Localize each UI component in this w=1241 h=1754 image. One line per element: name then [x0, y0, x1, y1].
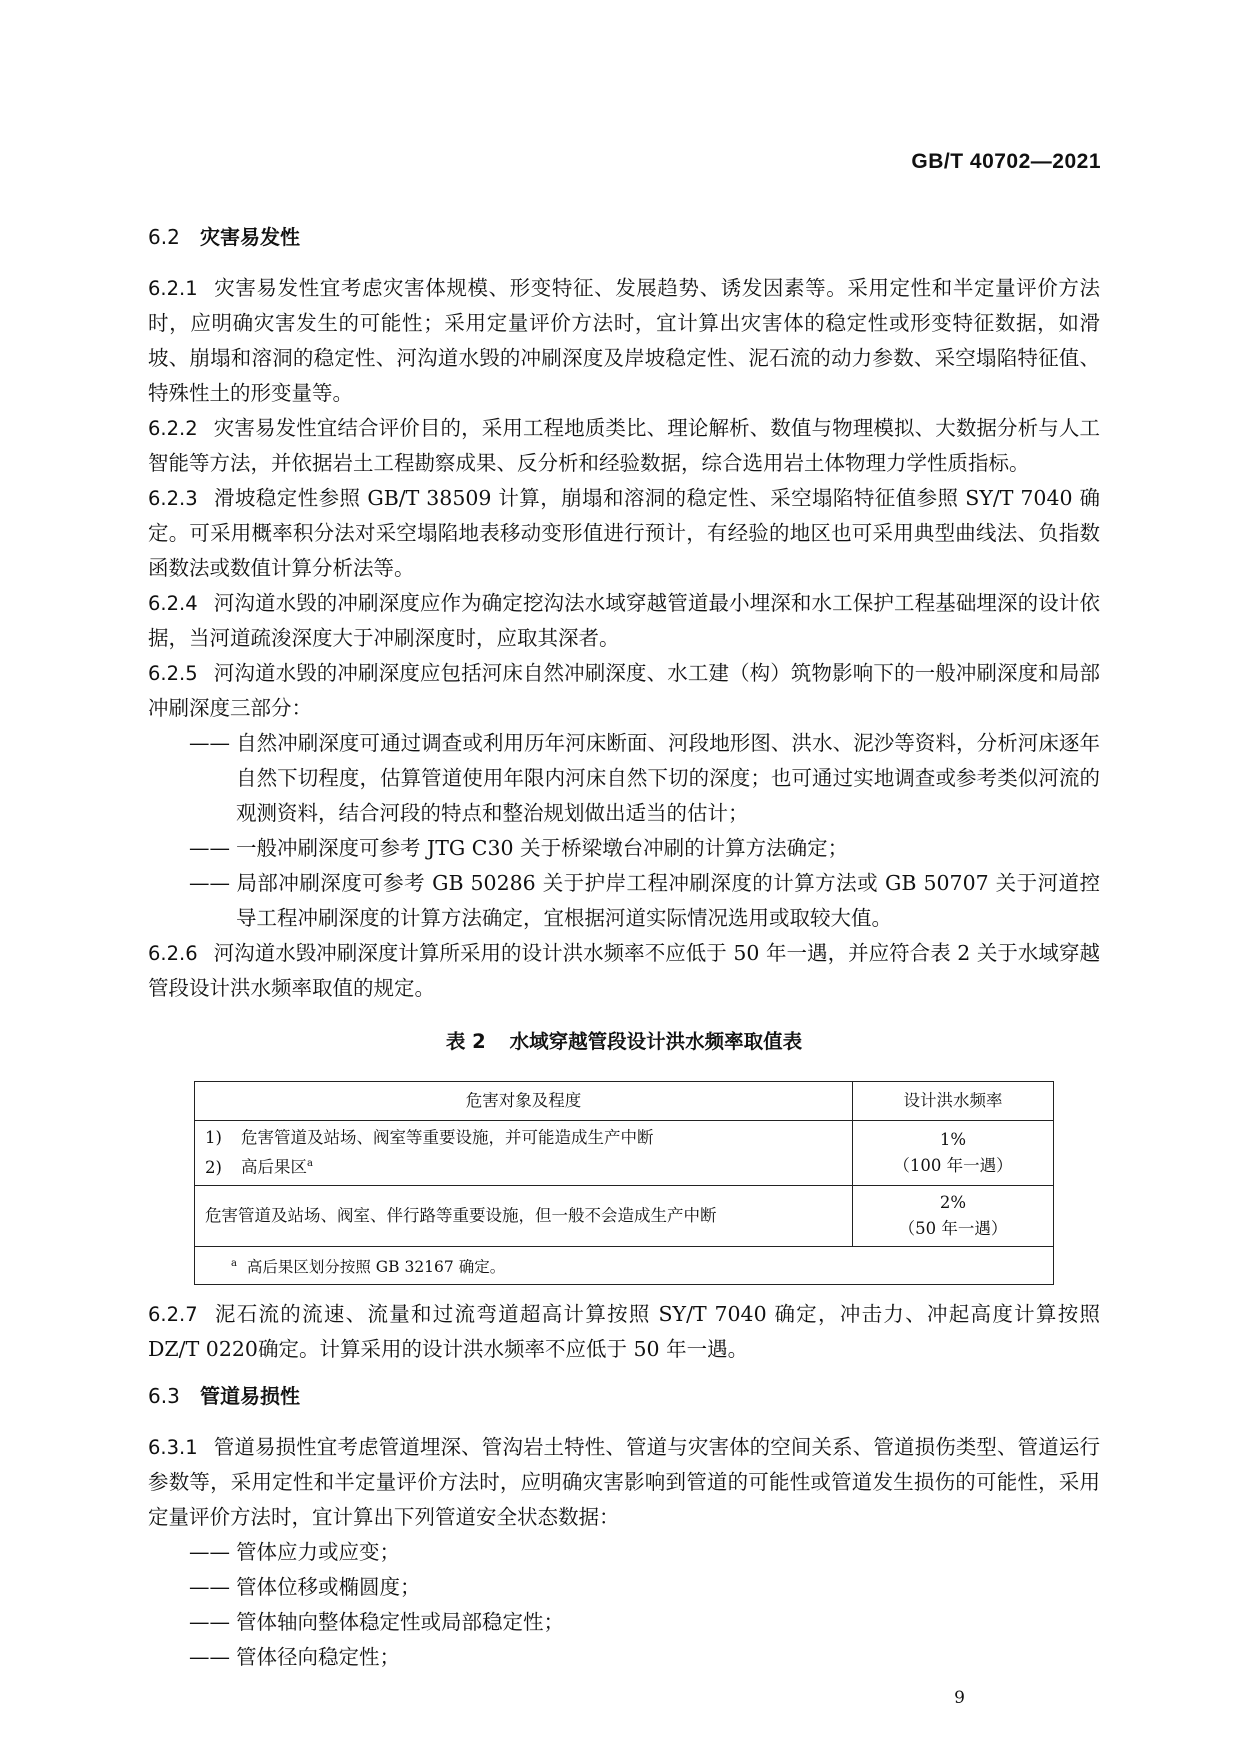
page-number: 9 — [954, 1688, 965, 1708]
dash-mark: —— — [189, 871, 230, 895]
dash-mark: —— — [189, 1609, 230, 1634]
clause-number: 6.2.7 — [148, 1302, 198, 1326]
column-header-rate: 设计洪水频率 — [853, 1082, 1054, 1121]
rate-note: （100 年一遇） — [893, 1155, 1013, 1175]
list-item-text: 管体径向稳定性； — [236, 1644, 400, 1669]
dash-mark: —— — [189, 836, 230, 860]
clause-text: 灾害易发性宜考虑灾害体规模、形变特征、发展趋势、诱发因素等。采用定性和半定量评价方法时，应明确灾害发生的可能性；采用定量评价方法时，宜计算出灾害体的稳定性或形变特征数据，如滑坡、崩塌和溶洞的稳定性、河沟道水毁的冲刷深度及岸坡稳定性、泥石流的动力参数、采空塌陷特征值、特殊性土的形变量等。 — [148, 276, 1100, 405]
section-number: 6.2 — [148, 225, 180, 249]
clause-text: 河沟道水毁的冲刷深度应作为确定挖沟法水域穿越管道最小埋深和水工保护工程基础埋深的设计依据，当河道疏浚深度大于冲刷深度时，应取其深者。 — [148, 591, 1100, 650]
clause-number: 6.2.2 — [148, 417, 198, 440]
list-item — [148, 1570, 1100, 1605]
item-text: 危害管道及站场、阀室等重要设施，并可能造成生产中断 — [241, 1128, 654, 1147]
item-number: 1) — [205, 1128, 222, 1147]
clause-number: 6.2.1 — [148, 277, 198, 300]
table-cell-object — [195, 1121, 853, 1186]
clause-6-2-5 — [148, 656, 1100, 726]
row-item — [205, 1151, 842, 1181]
clause-text: 灾害易发性宜结合评价目的，采用工程地质类比、理论解析、数值与物理模拟、大数据分析与人工智能等方法，并依据岩土工程勘察成果、反分析和经验数据，综合选用岩土体物理力学性质指标。 — [148, 416, 1100, 475]
clause-number: 6.2.5 — [148, 662, 198, 685]
clause-text: 滑坡稳定性参照 GB/T 38509 计算，崩塌和溶洞的稳定性、采空塌陷特征值参照 SY/T 7040 确定。可采用概率积分法对采空塌陷地表移动变形值进行预计，有经验的地区也可采用典型曲线法、负指数函数法或数值计算分析法等。 — [148, 486, 1100, 580]
list-item-text: 自然冲刷深度可通过调查或利用历年河床断面、河段地形图、洪水、泥沙等资料，分析河床逐年自然下切程度，估算管道使用年限内河床自然下切的深度；也可通过实地调查或参考类似河流的观测资料，结合河段的特点和整治规划做出适当的估计； — [236, 731, 1100, 825]
list-item-text: 一般冲刷深度可参考 JTG C30 关于桥梁墩台冲刷的计算方法确定； — [236, 836, 849, 860]
footnote-mark: a — [307, 1158, 313, 1169]
table-footnote-row — [195, 1246, 1054, 1284]
table-row — [195, 1185, 1054, 1246]
dash-mark: —— — [189, 1539, 230, 1564]
dash-mark: —— — [189, 731, 230, 755]
clause-text: 管道易损性宜考虑管道埋深、管沟岩土特性、管道与灾害体的空间关系、管道损伤类型、管道运行参数等，采用定性和半定量评价方法时，应明确灾害影响到管道的可能性或管道发生损伤的可能性，采用定量评价方法时，宜计算出下列管道安全状态数据： — [148, 1434, 1100, 1529]
clause-6-2-7 — [148, 1297, 1100, 1367]
section-heading-6-2 — [148, 220, 1100, 255]
row-item — [205, 1125, 842, 1151]
clause-number: 6.2.3 — [148, 487, 198, 510]
clause-6-2-3 — [148, 481, 1100, 586]
list-item-text: 管体轴向整体稳定性或局部稳定性； — [236, 1609, 564, 1634]
list-item — [148, 831, 1100, 866]
standard-code: GB/T 40702—2021 — [911, 150, 1101, 173]
section-title: 管道易损性 — [200, 1383, 300, 1408]
dash-mark: —— — [189, 1574, 230, 1599]
list-item-text: 管体位移或椭圆度； — [236, 1574, 421, 1599]
flood-frequency-table — [194, 1081, 1054, 1285]
clause-6-2-2 — [148, 411, 1100, 481]
clause-text: 河沟道水毁的冲刷深度应包括河床自然冲刷深度、水工建（构）筑物影响下的一般冲刷深度和局部冲刷深度三部分： — [148, 661, 1100, 720]
table-cell-object: 危害管道及站场、阀室、伴行路等重要设施，但一般不会造成生产中断 — [195, 1185, 853, 1246]
clause-6-3-1 — [148, 1430, 1100, 1535]
clause-number: 6.2.4 — [148, 592, 198, 615]
table-title: 水域穿越管段设计洪水频率取值表 — [509, 1030, 803, 1053]
list-item-text: 管体应力或应变； — [236, 1539, 400, 1564]
table-cell-rate — [853, 1121, 1054, 1186]
list-item — [148, 1640, 1100, 1675]
table-footnote — [195, 1246, 1054, 1284]
section-title: 灾害易发性 — [200, 225, 300, 249]
list-item-text: 局部冲刷深度可参考 GB 50286 关于护岸工程冲刷深度的计算方法或 GB 50707 关于河道控导工程冲刷深度的计算方法确定，宜根据河道实际情况选用或取较大值。 — [236, 871, 1100, 930]
column-header-object: 危害对象及程度 — [195, 1082, 853, 1121]
clause-6-2-6 — [148, 936, 1100, 1006]
clause-text: 河沟道水毁冲刷深度计算所采用的设计洪水频率不应低于 50 年一遇，并应符合表 2 关于水域穿越管段设计洪水频率取值的规定。 — [148, 941, 1100, 1000]
table-row — [195, 1121, 1054, 1186]
rate-value: 1% — [939, 1129, 967, 1149]
clause-6-2-1 — [148, 271, 1100, 411]
table-label: 表 2 — [445, 1030, 486, 1053]
list-item — [148, 1605, 1100, 1640]
footnote-text: 高后果区划分按照 GB 32167 确定。 — [246, 1257, 506, 1276]
item-number: 2) — [205, 1157, 222, 1177]
rate-value: 2% — [939, 1192, 967, 1212]
clause-number: 6.3.1 — [148, 1435, 198, 1459]
list-item — [148, 726, 1100, 831]
table-header-row — [195, 1082, 1054, 1121]
rate-note: （50 年一遇） — [898, 1218, 1008, 1238]
dash-mark: —— — [189, 1644, 230, 1669]
list-item — [148, 866, 1100, 936]
clause-6-2-4 — [148, 586, 1100, 656]
clause-number: 6.2.6 — [148, 942, 198, 965]
table-caption — [148, 1024, 1100, 1059]
section-heading-6-3 — [148, 1379, 1100, 1414]
item-text: 高后果区 — [241, 1157, 307, 1177]
clause-text: 泥石流的流速、流量和过流弯道超高计算按照 SY/T 7040 确定，冲击力、冲起高度计算按照 DZ/T 0220确定。计算采用的设计洪水频率不应低于 50 年一遇。 — [148, 1301, 1100, 1361]
main-content — [148, 220, 1100, 1675]
list-item — [148, 1535, 1100, 1570]
table-cell-rate — [853, 1185, 1054, 1246]
footnote-mark: a — [231, 1257, 237, 1269]
section-number: 6.3 — [148, 1383, 180, 1408]
